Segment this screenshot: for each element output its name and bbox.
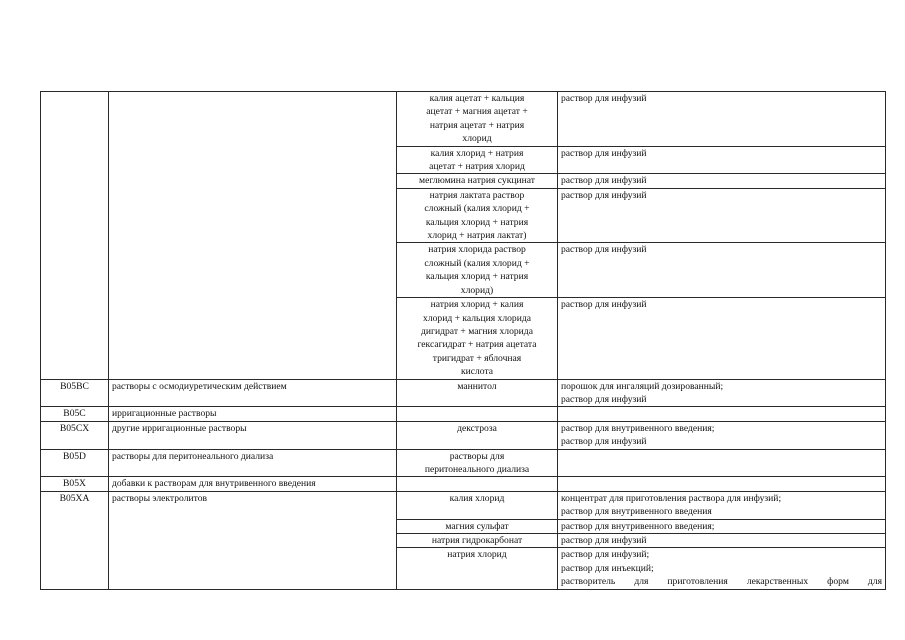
atc-code-cell: B05BC	[41, 379, 109, 407]
drug-name-cell: калия хлорид	[397, 491, 558, 519]
group-name-cell: ирригационные растворы	[109, 407, 397, 421]
atc-code-cell: B05XA	[41, 491, 109, 589]
atc-code-cell: B05C	[41, 407, 109, 421]
group-name-cell: другие ирригационные растворы	[109, 421, 397, 449]
dosage-form-cell: раствор для инфузий	[558, 298, 886, 379]
table-row	[41, 92, 886, 147]
table-row	[41, 491, 886, 519]
atc-code-cell: B05CX	[41, 421, 109, 449]
dosage-form-cell: раствор для внутривенного введения; раствор для инфузий	[558, 421, 886, 449]
drug-name-cell: меглюмина натрия сукцинат	[397, 174, 558, 188]
dosage-form-cell	[558, 477, 886, 491]
table-row	[41, 449, 886, 477]
dosage-form-cell	[558, 407, 886, 421]
dosage-form-cell: раствор для инфузий	[558, 146, 886, 174]
dosage-form-cell	[558, 449, 886, 477]
group-name-cell: растворы с осмодиуретическим действием	[109, 379, 397, 407]
drug-name-cell: калия ацетат + кальция ацетат + магния ацетат + натрия ацетат + натрия хлорид	[397, 92, 558, 147]
atc-code-cell	[41, 92, 109, 380]
group-name-cell: растворы электролитов	[109, 491, 397, 589]
drug-name-cell: декстроза	[397, 421, 558, 449]
group-name-cell	[109, 92, 397, 380]
drug-name-cell: магния сульфат	[397, 519, 558, 533]
atc-code-cell: B05D	[41, 449, 109, 477]
drug-name-cell: натрия гидрокарбонат	[397, 534, 558, 548]
drug-name-cell	[397, 407, 558, 421]
dosage-form-cell: раствор для инфузий; раствор для инъекций; растворитель для приготовления лекарственных форм для	[558, 548, 886, 589]
group-name-cell: добавки к растворам для внутривенного введения	[109, 477, 397, 491]
drug-name-cell: маннитол	[397, 379, 558, 407]
drug-name-cell: калия хлорид + натрия ацетат + натрия хлорид	[397, 146, 558, 174]
dosage-form-cell: раствор для инфузий	[558, 92, 886, 147]
dosage-form-cell: раствор для инфузий	[558, 188, 886, 243]
table-row	[41, 379, 886, 407]
dosage-form-cell: раствор для внутривенного введения;	[558, 519, 886, 533]
dosage-form-cell: концентрат для приготовления раствора для инфузий; раствор для внутривенного введения	[558, 491, 886, 519]
medication-table	[40, 91, 886, 590]
table-row	[41, 421, 886, 449]
drug-name-cell: натрия хлорид + калия хлорид + кальция хлорида дигидрат + магния хлорида гексагидрат + натрия ацетата тригидрат + яблочная кислота	[397, 298, 558, 379]
dosage-form-cell: порошок для ингаляций дозированный; раствор для инфузий	[558, 379, 886, 407]
dosage-form-cell: раствор для инфузий	[558, 534, 886, 548]
atc-code-cell: B05X	[41, 477, 109, 491]
table-row	[41, 477, 886, 491]
group-name-cell: растворы для перитонеального диализа	[109, 449, 397, 477]
drug-name-cell: натрия хлорид	[397, 548, 558, 589]
drug-name-cell	[397, 477, 558, 491]
table-row	[41, 407, 886, 421]
dosage-form-cell: раствор для инфузий	[558, 243, 886, 298]
drug-name-cell: натрия хлорида раствор сложный (калия хлорид + кальция хлорид + натрия хлорид)	[397, 243, 558, 298]
drug-name-cell: натрия лактата раствор сложный (калия хлорид + кальция хлорид + натрия хлорид + натрия лактат)	[397, 188, 558, 243]
dosage-form-cell: раствор для инфузий	[558, 174, 886, 188]
drug-name-cell: растворы для перитонеального диализа	[397, 449, 558, 477]
